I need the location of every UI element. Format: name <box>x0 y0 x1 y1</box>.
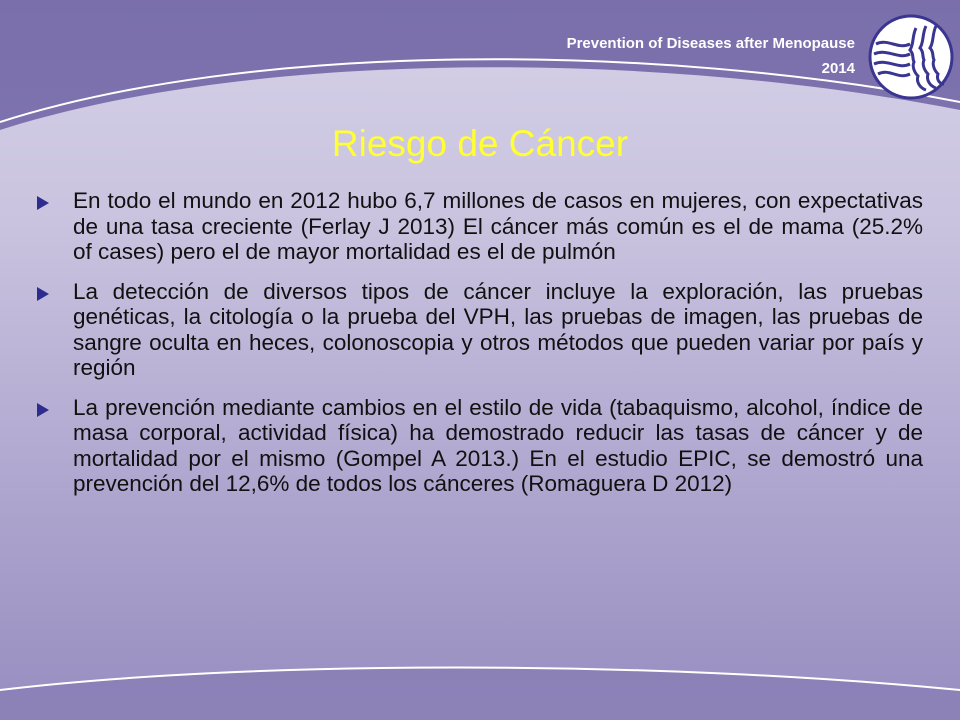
bullet-text: La prevención mediante cambios en el estilo de vida (tabaquismo, alcohol, índice de masa corporal, actividad física) ha demostrado reducir las tasas de cáncer y de mortalidad por el mismo (Gompel A 2013.) En el estudio EPIC, se demostró una prevención del 12,6% de todos los cánceres (Romaguera D 2012) <box>73 394 923 496</box>
bullet-item <box>33 188 923 265</box>
bullet-text: En todo el mundo en 2012 hubo 6,7 millones de casos en mujeres, con expectativas de una tasa creciente (Ferlay J 2013) El cáncer más común es el de mama (25.2% of cases) pero el de mayor mortalidad es el de pulmón <box>73 188 923 264</box>
arrow-bullet-icon <box>37 287 49 301</box>
arrow-bullet-icon <box>37 196 49 210</box>
bullet-item <box>33 395 923 497</box>
arrow-bullet-icon <box>37 403 49 417</box>
bullet-list <box>33 188 923 511</box>
profile-faces-logo-icon <box>868 14 954 100</box>
slide-title: Riesgo de Cáncer <box>331 123 629 164</box>
header-line-2: 2014 <box>821 60 855 77</box>
bullet-item <box>33 279 923 381</box>
bullet-text: La detección de diversos tipos de cáncer incluye la exploración, las pruebas genéticas, la citología o la prueba del VPH, las pruebas de imagen, las pruebas de sangre oculta en heces, colonoscopia y otros métodos que pueden variar por país y región <box>73 278 923 380</box>
header <box>567 31 855 81</box>
header-line-1: Prevention of Diseases after Menopause <box>566 35 855 52</box>
